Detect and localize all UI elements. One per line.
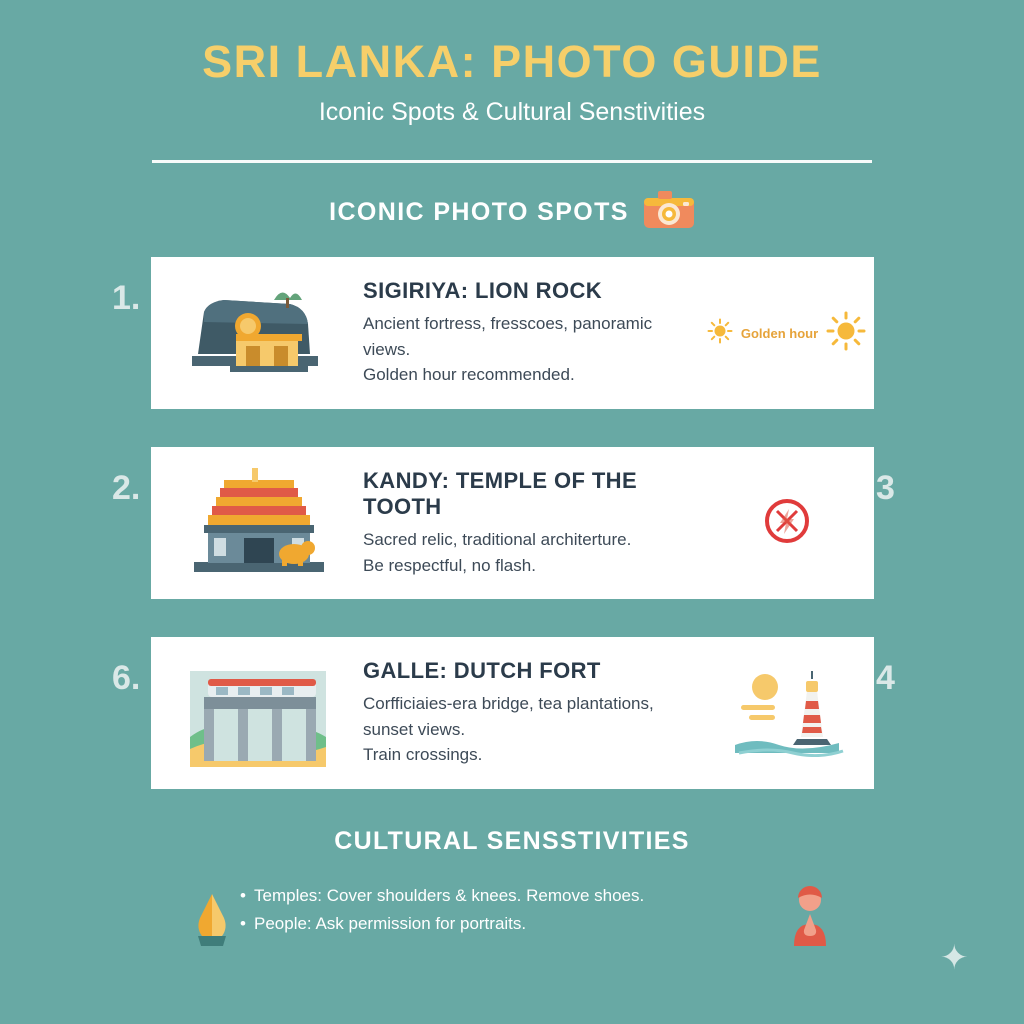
page-title: SRI LANKA: PHOTO GUIDE bbox=[202, 36, 822, 87]
sun-icon bbox=[707, 318, 733, 349]
spot-aside-label-1: Golden hour bbox=[740, 325, 819, 341]
spot-desc-line2-3: Train crossings. bbox=[363, 745, 483, 765]
sun-icon-2 bbox=[826, 311, 866, 356]
spot-desc-line2-2: Be respectful, no flash. bbox=[363, 555, 536, 575]
spot-aside-1 bbox=[699, 257, 874, 409]
spot-title-3: GALLE: DUTCH FORT bbox=[363, 658, 601, 684]
spot-card-1[interactable] bbox=[151, 257, 874, 409]
section-heading bbox=[0, 190, 1024, 235]
no-flash-icon bbox=[759, 493, 815, 554]
spot-card-2[interactable] bbox=[151, 447, 874, 599]
spot-row-3 bbox=[0, 637, 1024, 789]
spot-rank-right-2: 3 bbox=[876, 469, 895, 507]
spot-title-1: SIGIRIYA: LION ROCK bbox=[363, 278, 603, 304]
spot-aside-3 bbox=[699, 637, 874, 789]
spot-desc-line2-1: Golden hour recommended. bbox=[363, 365, 575, 385]
culture-item-label-2: People: Ask permission for portraits. bbox=[254, 914, 527, 934]
cultural-sensitivities-section bbox=[0, 827, 1024, 972]
spots-list bbox=[0, 257, 1024, 789]
spot-rank-left-1: 1. bbox=[112, 279, 141, 317]
spot-text-2 bbox=[343, 468, 699, 578]
header bbox=[0, 0, 1024, 163]
temple-illustration bbox=[173, 463, 343, 583]
lighthouse-icon bbox=[727, 665, 847, 762]
camera-icon bbox=[643, 190, 695, 235]
bullet-icon: • bbox=[240, 886, 246, 905]
spot-text-3 bbox=[343, 658, 699, 768]
spot-desc-line1-2: Sacred relic, traditional architerture. bbox=[363, 530, 632, 549]
praying-hands-icon bbox=[186, 888, 238, 955]
culture-item-2 bbox=[240, 910, 800, 938]
spot-desc-line1-3: Corfficiaies-era bridge, tea plantations, sunset views. bbox=[363, 694, 654, 739]
spot-rank-right-3: 4 bbox=[876, 659, 895, 697]
culture-title: CULTURAL SENSSTIVITIES bbox=[334, 827, 690, 855]
spot-aside-2 bbox=[699, 447, 874, 599]
spot-text-1 bbox=[343, 278, 699, 388]
culture-item-1 bbox=[240, 882, 800, 910]
train-bridge-illustration bbox=[173, 653, 343, 773]
spot-rank-left-3: 6. bbox=[112, 659, 141, 697]
section-heading-label: ICONIC PHOTO SPOTS bbox=[329, 198, 629, 226]
page-subtitle: Iconic Spots & Cultural Senstivities bbox=[318, 98, 706, 126]
header-divider bbox=[152, 160, 872, 163]
rock-fortress-illustration bbox=[173, 273, 343, 393]
spot-rank-left-2: 2. bbox=[112, 469, 141, 507]
spot-title-2: KANDY: TEMPLE OF THE TOOTH bbox=[363, 468, 638, 519]
spot-row-2 bbox=[0, 447, 1024, 599]
person-namaste-icon bbox=[786, 886, 834, 955]
spot-desc-line1-1: Ancient fortress, fresscoes, panoramic views. bbox=[363, 314, 653, 359]
culture-item-label-1: Temples: Cover shoulders & knees. Remove shoes. bbox=[254, 886, 645, 905]
sparkle-icon: ✦ bbox=[940, 939, 969, 977]
spot-card-3[interactable] bbox=[151, 637, 874, 789]
culture-body bbox=[0, 882, 1024, 972]
spot-row-1 bbox=[0, 257, 1024, 409]
culture-list bbox=[240, 882, 800, 938]
bullet-icon-2: • bbox=[240, 914, 246, 934]
